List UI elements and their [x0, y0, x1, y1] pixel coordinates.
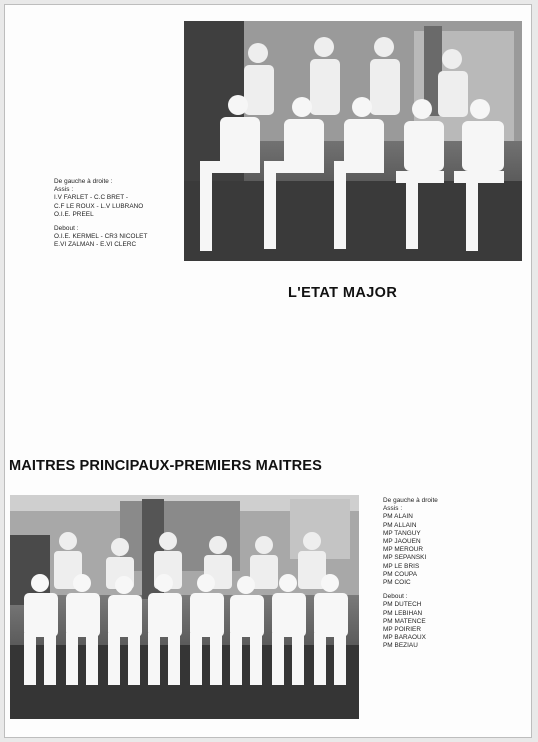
caption-standing-line: E.VI ZALMAN - E.VI CLERC	[54, 241, 137, 249]
caption-seated-name: MP MEROUR	[383, 546, 424, 554]
caption-standing-name: MP BARAOUX	[383, 634, 426, 642]
etat-major-heading: L'ETAT MAJOR	[288, 285, 398, 301]
caption-seated-name: MP LE BRIS	[383, 562, 420, 570]
etat-major-caption	[54, 178, 147, 250]
caption-intro: De gauche à droite	[383, 497, 438, 504]
maitres-heading: MAITRES PRINCIPAUX-PREMIERS MAITRES	[9, 458, 322, 474]
caption-seated-label: Assis :	[54, 186, 74, 194]
caption-standing-name: PM LEBIHAN	[383, 609, 423, 617]
caption-seated-name: MP SEPANSKI	[383, 554, 427, 562]
caption-seated-name: PM COUPA	[383, 570, 418, 578]
caption-standing-name: PM BEZIAU	[383, 642, 418, 650]
maitres-photo-art	[10, 495, 359, 719]
caption-standing-label: Debout :	[383, 593, 408, 601]
caption-intro: De gauche à droite :	[54, 178, 113, 185]
caption-seated-line: I.V FARLET - C.C BRET -	[54, 194, 129, 202]
caption-seated-label: Assis :	[383, 505, 403, 513]
etat-major-group-photo	[184, 21, 522, 261]
caption-seated-line: O.I.E. PREEL	[54, 210, 94, 218]
caption-standing-name: MP POIRIER	[383, 626, 422, 634]
caption-seated-line: C.F LE ROUX - L.V LUBRANO	[54, 202, 144, 210]
caption-standing-label: Debout :	[54, 225, 79, 233]
maitres-caption	[383, 497, 438, 651]
caption-seated-name: PM ALAIN	[383, 513, 413, 521]
etat-major-photo-art	[184, 21, 522, 261]
caption-seated-name: PM COIC	[383, 579, 411, 587]
yearbook-page	[4, 4, 532, 738]
caption-standing-line: O.I.E. KERMEL - CR3 NICOLET	[54, 233, 148, 241]
caption-seated-name: PM ALLAIN	[383, 521, 417, 529]
caption-seated-name: MP TANGUY	[383, 529, 421, 537]
caption-standing-name: PM DUTECH	[383, 601, 422, 609]
caption-seated-name: MP JAOUEN	[383, 538, 421, 546]
maitres-group-photo	[10, 495, 359, 719]
caption-standing-name: PM MATENCE	[383, 617, 426, 625]
